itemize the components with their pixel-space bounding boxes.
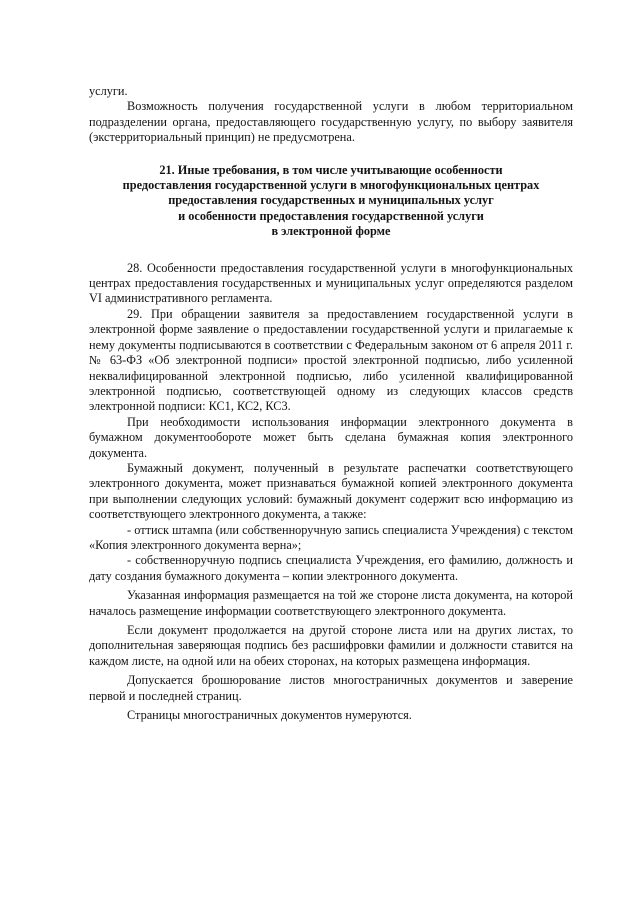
section-heading-21 [89,163,573,240]
paragraph-other-side: Если документ продолжается на другой стороне листа или на других листах, то дополнительная заверяющая подпись без расшифровки фамилии и должности ставится на каждом листе, на одной или на обеих сторонах, на которых размещена информация. [89,623,573,668]
list-item-stamp: - оттиск штампа (или собственноручную запись специалиста Учреждения) с текстом «Копия электронного документа верна»; [89,522,573,552]
paragraph-28: 28. Особенности предоставления государственной услуги в многофункциональных центрах предоставления государственных и муниципальных услуг определяются разделом VI административного регламента. [89,260,573,306]
heading-line: предоставления государственных и муниципальных услуг [168,193,494,208]
heading-line: в электронной форме [271,224,391,239]
list-item-signature: - собственноручную подпись специалиста Учреждения, его фамилию, должность и дату создания бумажного документа – копии электронного документа. [89,553,573,583]
paragraph-same-side: Указанная информация размещается на той же стороне листа документа, на которой началось размещение информации соответствующего электронного документа. [89,588,573,618]
heading-line: предоставления государственной услуги в многофункциональных центрах [122,178,540,193]
paragraph-binding: Допускается брошюрование листов многостраничных документов и заверение первой и последней страниц. [89,673,573,703]
heading-line: и особенности предоставления государственной услуги [178,208,484,223]
heading-line: 21. Иные требования, в том числе учитывающие особенности [159,162,503,177]
paragraph-29: 29. При обращении заявителя за предоставлением государственной услуги в электронной форме заявление о предоставлении государственной услуги и прилагаемые к нему документы подписываются в соответствии с Федеральным законом от 6 апреля 2011 г. № 63-ФЗ «Об электронной подписи» простой электронной подписью, либо усиленной неквалифицированной электронной подписью, либо усиленной квалифицированной электронной подписью, соответствующей одному из следующих классов средств электронной подписи: КС1, КС2, КС3. [89,306,573,414]
paragraph-numbering: Страницы многостраничных документов нумеруются. [127,708,412,723]
paragraph-paper-document-conditions: Бумажный документ, полученный в результате распечатки соответствующего электронного документа, может признаваться бумажной копией электронного документа при выполнении следующих условий: бумажный документ содержит всю информацию из соответствующего электронного документа, а также: [89,460,573,522]
continuation-text: услуги. [89,84,128,98]
paragraph-paper-copy: При необходимости использования информации электронного документа в бумажном документообороте может быть сделана бумажная копия электронного документа. [89,414,573,460]
document-body [89,84,573,723]
paragraph-extraterritorial: Возможность получения государственной услуги в любом территориальном подразделении органа, предоставляющего государственную услугу, по выбору заявителя (экстерриториальный принцип) не предусмотрена. [89,99,573,145]
